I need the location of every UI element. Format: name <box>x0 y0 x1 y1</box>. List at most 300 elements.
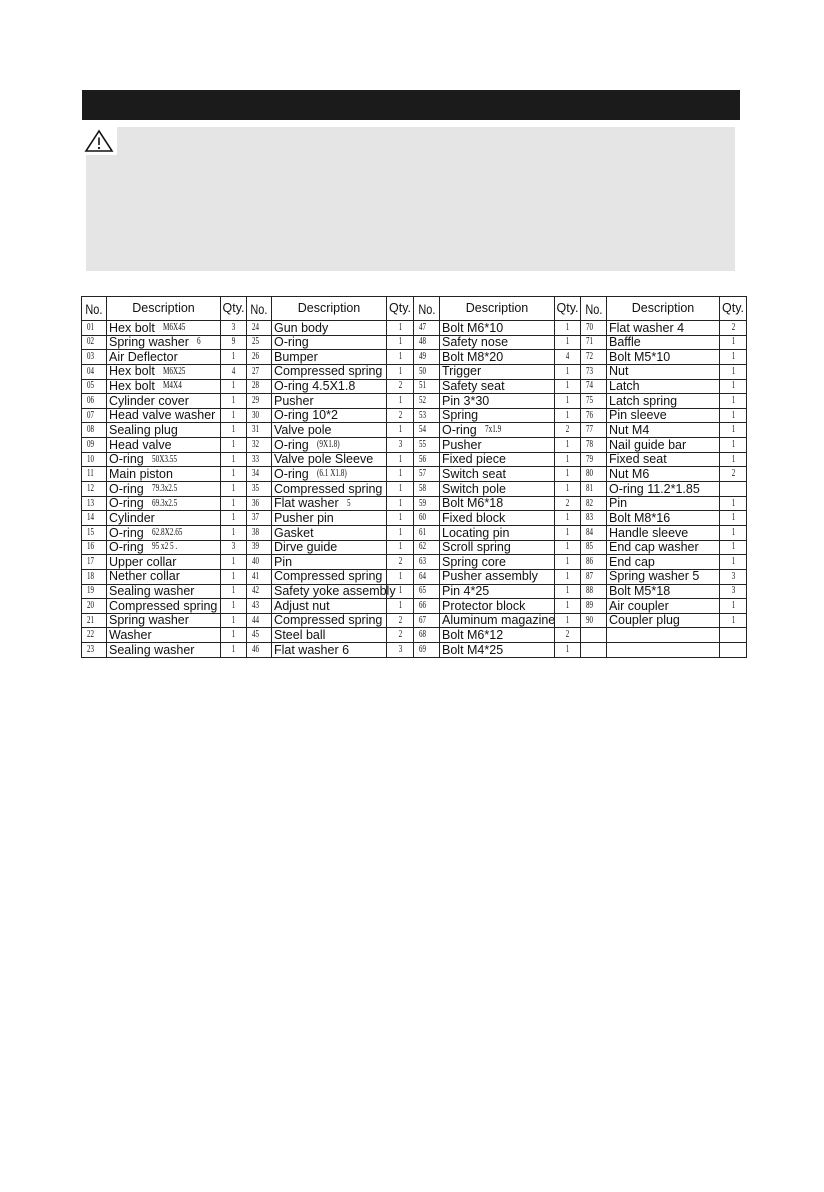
part-number: 33 <box>252 453 259 465</box>
cell-description <box>440 380 555 395</box>
cell-qty <box>720 497 747 512</box>
part-number: 49 <box>419 351 426 363</box>
cell-description <box>607 482 720 497</box>
part-number: 19 <box>87 585 94 597</box>
cell-qty <box>555 497 581 512</box>
cell-no <box>414 643 440 658</box>
cell-qty <box>387 511 414 526</box>
part-name: Fixed block <box>442 510 506 525</box>
part-qty: 1 <box>231 570 236 582</box>
cell-qty <box>221 380 247 395</box>
cell-description <box>107 482 221 497</box>
part-number: 76 <box>586 409 593 421</box>
header-description <box>440 297 555 321</box>
cell-description <box>440 409 555 424</box>
cell-description <box>440 555 555 570</box>
part-qty: 1 <box>565 643 570 655</box>
cell-no <box>247 482 272 497</box>
part-qty: 3 <box>231 541 236 553</box>
part-qty: 1 <box>731 556 735 568</box>
part-spec: (9X1.8) <box>316 438 340 450</box>
part-qty: 3 <box>231 321 236 333</box>
part-name: O-ring <box>109 452 144 467</box>
part-number: 41 <box>252 570 259 582</box>
part-qty: 1 <box>231 585 236 597</box>
cell-description <box>107 555 221 570</box>
cell-no <box>82 438 107 453</box>
cell-description <box>440 497 555 512</box>
part-name: Bolt M5*10 <box>609 349 671 364</box>
part-qty: 1 <box>231 497 236 509</box>
part-spec: 69.3x2.5 <box>151 497 177 509</box>
part-qty: 1 <box>231 380 236 392</box>
cell-qty <box>555 336 581 351</box>
header-description-label: Description <box>132 301 195 316</box>
cell-description <box>107 365 221 380</box>
header-description-label: Description <box>631 301 695 316</box>
part-qty: 2 <box>565 629 570 641</box>
part-number: 61 <box>419 526 426 538</box>
cell-qty <box>221 467 247 482</box>
part-number: 18 <box>87 570 94 582</box>
part-number: 90 <box>586 614 593 626</box>
cell-qty <box>720 541 747 556</box>
cell-description <box>440 423 555 438</box>
cell-description <box>607 614 720 629</box>
cell-qty <box>387 438 414 453</box>
cell-no <box>247 336 272 351</box>
cell-no <box>414 585 440 600</box>
header-qty <box>720 297 747 321</box>
part-number: 57 <box>419 468 426 480</box>
part-number: 02 <box>87 336 94 348</box>
part-number: 29 <box>252 395 259 407</box>
cell-no <box>247 511 272 526</box>
part-name: Sealing washer <box>109 642 195 657</box>
cell-description <box>607 555 720 570</box>
part-spec: 62.8X2.65 <box>151 526 183 538</box>
cell-description <box>607 350 720 365</box>
part-qty: 1 <box>398 424 402 436</box>
cell-description <box>440 585 555 600</box>
cell-no <box>581 555 607 570</box>
part-name: Safety yoke assembly <box>274 584 396 599</box>
part-qty: 1 <box>398 541 402 553</box>
part-qty: 1 <box>731 336 735 348</box>
part-spec: M4X4 <box>162 380 182 392</box>
part-qty: 1 <box>231 629 236 641</box>
cell-description <box>107 380 221 395</box>
part-number: 14 <box>87 512 94 524</box>
cell-no <box>581 380 607 395</box>
part-number: 58 <box>419 482 426 494</box>
cell-description <box>440 467 555 482</box>
cell-no <box>581 541 607 556</box>
cell-qty <box>720 526 747 541</box>
cell-description <box>107 409 221 424</box>
part-number: 74 <box>586 380 593 392</box>
cell-qty <box>720 409 747 424</box>
cell-no <box>581 643 607 658</box>
cell-qty <box>720 394 747 409</box>
part-name: Flat washer 6 <box>274 642 350 657</box>
part-name: O-ring <box>109 540 144 555</box>
header-qty <box>387 297 414 321</box>
cell-qty <box>720 482 747 497</box>
part-name: Pusher <box>274 393 314 408</box>
cell-no <box>82 570 107 585</box>
cell-no <box>247 614 272 629</box>
part-number: 85 <box>586 541 593 553</box>
cell-description <box>107 497 221 512</box>
cell-qty <box>221 643 247 658</box>
cell-no <box>414 467 440 482</box>
cell-qty <box>555 423 581 438</box>
part-qty: 1 <box>565 453 570 465</box>
part-name: Protector block <box>442 598 526 613</box>
cell-qty <box>555 541 581 556</box>
part-number: 44 <box>252 614 259 626</box>
part-number: 35 <box>252 482 259 494</box>
part-qty: 2 <box>398 409 402 421</box>
part-qty: 2 <box>565 424 570 436</box>
cell-no <box>414 438 440 453</box>
part-qty: 1 <box>231 526 236 538</box>
cell-description <box>272 570 387 585</box>
cell-no <box>581 438 607 453</box>
part-number: 01 <box>87 321 94 333</box>
cell-no <box>82 336 107 351</box>
cell-qty <box>555 511 581 526</box>
part-name: Spring washer <box>109 335 189 350</box>
cell-no <box>581 321 607 336</box>
cell-qty <box>720 628 747 643</box>
part-name: Sealing washer <box>109 584 195 599</box>
part-number: 37 <box>252 512 259 524</box>
part-number: 40 <box>252 556 259 568</box>
cell-qty <box>221 585 247 600</box>
part-name: Pin 4*25 <box>442 584 490 599</box>
part-number: 88 <box>586 585 593 597</box>
cell-no <box>82 585 107 600</box>
cell-description <box>107 599 221 614</box>
part-name: Handle sleeve <box>609 525 689 540</box>
cell-description <box>607 541 720 556</box>
cell-no <box>581 614 607 629</box>
cell-qty <box>720 599 747 614</box>
part-qty: 3 <box>398 438 402 450</box>
part-qty: 1 <box>731 526 735 538</box>
cell-no <box>414 541 440 556</box>
cell-description <box>272 497 387 512</box>
part-qty: 1 <box>398 453 402 465</box>
part-name: Trigger <box>442 364 482 379</box>
cell-no <box>414 423 440 438</box>
part-qty: 1 <box>565 409 570 421</box>
cell-qty <box>555 614 581 629</box>
part-spec: M6X45 <box>162 321 186 333</box>
header-qty <box>555 297 581 321</box>
cell-description <box>272 482 387 497</box>
cell-no <box>247 497 272 512</box>
part-qty: 1 <box>731 365 735 377</box>
cell-qty <box>221 526 247 541</box>
cell-no <box>82 409 107 424</box>
part-qty: 3 <box>731 570 735 582</box>
part-qty: 1 <box>565 570 570 582</box>
notice-box <box>86 127 735 271</box>
part-qty: 1 <box>231 424 236 436</box>
cell-no <box>82 628 107 643</box>
part-qty: 1 <box>731 599 735 611</box>
cell-no <box>414 555 440 570</box>
cell-description <box>440 599 555 614</box>
cell-qty <box>720 555 747 570</box>
part-qty: 4 <box>565 351 570 363</box>
cell-qty <box>555 526 581 541</box>
cell-description <box>272 350 387 365</box>
cell-description <box>272 614 387 629</box>
cell-qty <box>221 482 247 497</box>
cell-description <box>440 614 555 629</box>
part-name: Latch spring <box>609 393 678 408</box>
part-name: Bolt M8*20 <box>442 349 504 364</box>
cell-qty <box>221 409 247 424</box>
part-number: 82 <box>586 497 593 509</box>
cell-description <box>272 394 387 409</box>
cell-no <box>414 365 440 380</box>
part-name: Head valve washer <box>109 408 216 423</box>
part-number: 50 <box>419 365 426 377</box>
cell-no <box>82 599 107 614</box>
part-qty: 1 <box>731 512 735 524</box>
part-number: 25 <box>252 336 259 348</box>
part-name: Air Deflector <box>109 349 178 364</box>
part-number: 38 <box>252 526 259 538</box>
cell-no <box>82 423 107 438</box>
cell-description <box>440 438 555 453</box>
part-qty: 1 <box>565 585 570 597</box>
cell-description <box>607 394 720 409</box>
header-qty-label: Qty. <box>556 301 579 316</box>
part-name: Nut M6 <box>609 466 650 481</box>
part-number: 70 <box>586 321 593 333</box>
cell-qty <box>387 380 414 395</box>
part-number: 32 <box>252 438 259 450</box>
cell-description <box>272 628 387 643</box>
cell-qty <box>221 453 247 468</box>
cell-description <box>272 555 387 570</box>
cell-qty <box>221 423 247 438</box>
cell-description <box>107 614 221 629</box>
part-name: Aluminum magazine <box>442 613 556 628</box>
part-number: 54 <box>419 424 426 436</box>
cell-description <box>107 585 221 600</box>
part-qty: 1 <box>398 599 402 611</box>
part-number: 04 <box>87 365 94 377</box>
cell-description <box>107 541 221 556</box>
cell-qty <box>221 614 247 629</box>
part-name: Pin <box>274 554 293 569</box>
cell-description <box>607 526 720 541</box>
cell-no <box>247 585 272 600</box>
cell-description <box>107 438 221 453</box>
part-name: Spring core <box>442 554 506 569</box>
cell-qty <box>387 394 414 409</box>
part-qty: 1 <box>231 409 236 421</box>
cell-qty <box>720 570 747 585</box>
part-name: O-ring <box>274 335 309 350</box>
cell-description <box>440 643 555 658</box>
cell-qty <box>221 365 247 380</box>
part-name: Pin 3*30 <box>442 393 490 408</box>
cell-no <box>247 628 272 643</box>
cell-no <box>82 555 107 570</box>
cell-description <box>272 380 387 395</box>
header-no <box>414 297 440 321</box>
part-name: Bolt M6*12 <box>442 628 504 643</box>
cell-no <box>414 350 440 365</box>
part-name: Compressed spring <box>109 598 218 613</box>
cell-qty <box>387 599 414 614</box>
cell-description <box>440 570 555 585</box>
part-qty: 2 <box>565 497 570 509</box>
part-qty: 1 <box>398 365 402 377</box>
part-qty: 1 <box>398 482 402 494</box>
part-name: Air coupler <box>609 598 669 613</box>
part-number: 63 <box>419 556 426 568</box>
cell-qty <box>221 497 247 512</box>
part-number: 48 <box>419 336 426 348</box>
cell-description <box>440 350 555 365</box>
cell-qty <box>387 350 414 365</box>
part-number: 65 <box>419 585 426 597</box>
cell-qty <box>387 526 414 541</box>
cell-no <box>414 336 440 351</box>
part-name: Spring washer <box>109 613 189 628</box>
part-name: O-ring 11.2*1.85 <box>609 481 700 496</box>
part-name: Gun body <box>274 320 329 335</box>
cell-no <box>581 394 607 409</box>
cell-no <box>414 526 440 541</box>
part-name: Scroll spring <box>442 540 511 555</box>
header-qty-label: Qty. <box>222 301 245 316</box>
cell-description <box>440 628 555 643</box>
cell-no <box>82 511 107 526</box>
cell-qty <box>555 585 581 600</box>
cell-description <box>440 336 555 351</box>
part-name: Adjust nut <box>274 598 330 613</box>
cell-no <box>82 643 107 658</box>
cell-qty <box>555 394 581 409</box>
part-qty: 1 <box>565 526 570 538</box>
part-qty: 1 <box>231 351 236 363</box>
cell-qty <box>221 321 247 336</box>
part-number: 89 <box>586 599 593 611</box>
part-number: 13 <box>87 497 94 509</box>
cell-description <box>272 584 396 600</box>
cell-qty <box>720 453 747 468</box>
cell-no <box>414 497 440 512</box>
part-name: Cylinder cover <box>109 393 189 408</box>
part-qty: 1 <box>231 643 236 655</box>
header-description-label: Description <box>465 301 529 316</box>
part-number: 34 <box>252 468 259 480</box>
part-number: 11 <box>87 468 94 480</box>
cell-description <box>107 526 221 541</box>
cell-qty <box>555 365 581 380</box>
part-number: 15 <box>87 526 94 538</box>
cell-description <box>107 467 221 482</box>
cell-no <box>82 497 107 512</box>
part-qty: 1 <box>731 395 735 407</box>
cell-qty <box>720 467 747 482</box>
cell-no <box>247 541 272 556</box>
part-name: Compressed spring <box>274 481 383 496</box>
cell-no <box>581 497 607 512</box>
part-name: Nut <box>609 364 629 379</box>
part-name: Steel ball <box>274 628 326 643</box>
part-qty: 2 <box>398 629 402 641</box>
part-number: 67 <box>419 614 426 626</box>
cell-description <box>272 321 387 336</box>
part-name: Latch <box>609 379 640 394</box>
part-number: 24 <box>252 321 259 333</box>
cell-no <box>581 467 607 482</box>
cell-no <box>414 482 440 497</box>
cell-description <box>607 321 720 336</box>
cell-description <box>107 423 221 438</box>
part-number: 84 <box>586 526 593 538</box>
cell-description <box>107 336 221 351</box>
part-number: 28 <box>252 380 259 392</box>
cell-qty <box>720 321 747 336</box>
header-description <box>272 297 387 321</box>
part-spec: M6X25 <box>162 365 186 377</box>
part-number: 66 <box>419 599 426 611</box>
cell-qty <box>720 423 747 438</box>
part-qty: 1 <box>731 424 735 436</box>
part-qty: 9 <box>231 336 236 348</box>
part-name: Nut M4 <box>609 423 650 438</box>
cell-no <box>581 365 607 380</box>
part-qty: 2 <box>731 468 735 480</box>
cell-description <box>440 365 555 380</box>
part-qty: 1 <box>231 468 236 480</box>
part-name: Washer <box>109 628 152 643</box>
part-qty: 1 <box>398 497 402 509</box>
cell-no <box>414 409 440 424</box>
part-number: 22 <box>87 629 94 641</box>
part-name: O-ring <box>442 423 477 438</box>
part-name: Valve pole <box>274 423 332 438</box>
part-qty: 1 <box>731 497 735 509</box>
part-qty: 1 <box>231 512 236 524</box>
cell-no <box>82 321 107 336</box>
cell-description <box>107 643 221 658</box>
part-number: 20 <box>87 599 94 611</box>
cell-description <box>440 526 555 541</box>
part-qty: 1 <box>731 351 735 363</box>
part-qty: 1 <box>731 380 735 392</box>
cell-description <box>107 350 221 365</box>
part-name: O-ring <box>109 496 144 511</box>
header-description <box>607 297 720 321</box>
header-no <box>82 297 107 321</box>
part-qty: 1 <box>231 556 236 568</box>
cell-description <box>440 453 555 468</box>
part-qty: 2 <box>731 321 735 333</box>
